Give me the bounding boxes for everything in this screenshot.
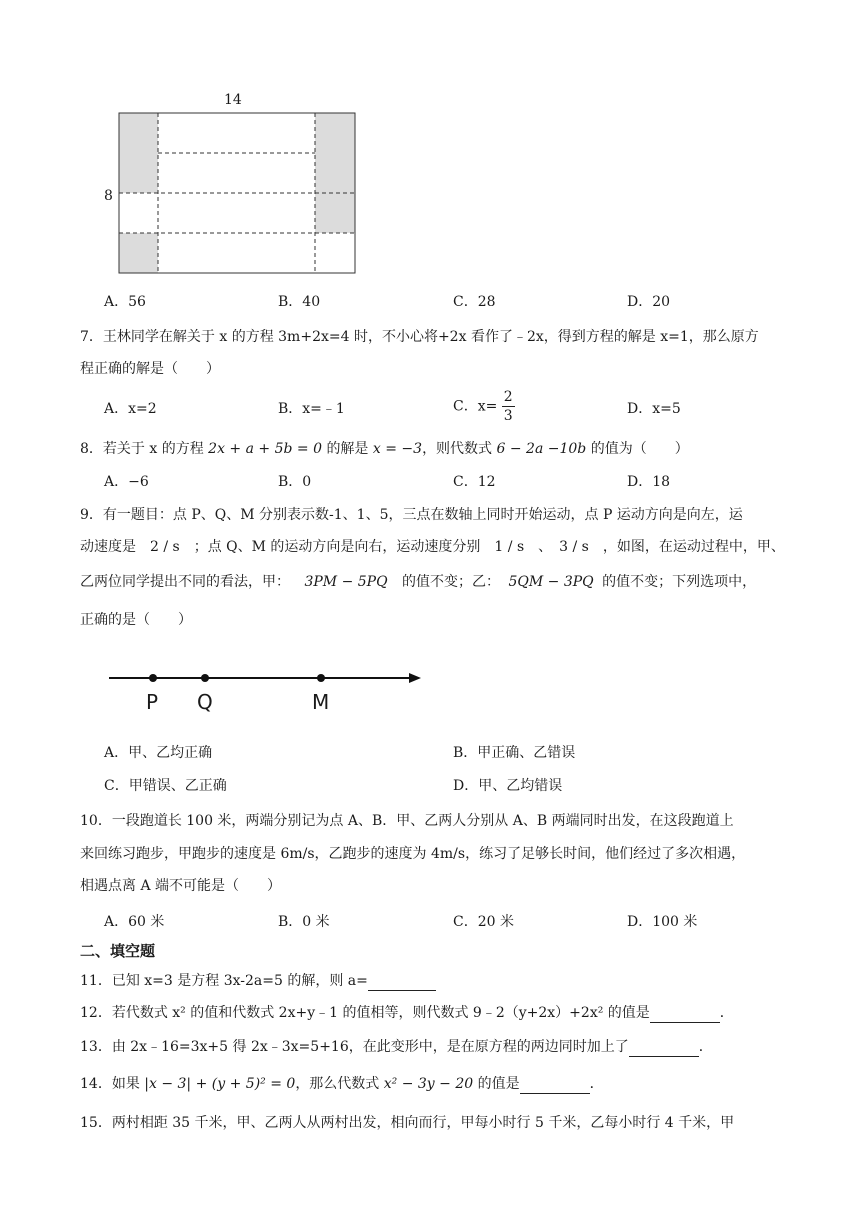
q9-line-3a: 乙两位同学提出不同的看法，甲： — [80, 574, 290, 590]
q9-line-3 — [80, 572, 756, 592]
q12 — [80, 1003, 734, 1023]
q9-option-d: D．甲、乙均错误 — [453, 778, 563, 794]
q14-answer-blank — [520, 1077, 590, 1094]
q8-suffix: 的值为（ ） — [590, 441, 689, 457]
q10-option-c: C．20 米 — [453, 914, 514, 930]
number-line-label-q: Q — [197, 690, 213, 714]
q9-line-1: 9．有一题目：点 P、Q、M 分别表示数-1、1、5，三点在数轴上同时开始运动，点 P 运动方向是向左，运 — [80, 507, 743, 523]
q8-solution: x = −3 — [372, 441, 423, 457]
q7-option-c-label: C．x= — [453, 398, 498, 415]
q10-line-3: 相遇点离 A 端不可能是（ ） — [80, 878, 282, 894]
q8-prefix: 8．若关于 x 的方程 — [80, 441, 204, 457]
q8-option-a: A．−6 — [104, 474, 149, 490]
q7-option-c — [453, 388, 515, 425]
q7-option-c-fraction — [502, 388, 515, 425]
q10-option-b: B．0 米 — [278, 914, 330, 930]
q7-option-b: B．x=﹣1 — [278, 401, 345, 417]
q14 — [80, 1074, 604, 1094]
q9-expression-2: 5QM − 3PQ — [508, 574, 594, 590]
q7-option-a: A．x=2 — [104, 401, 157, 417]
q13-text: 13．由 2x﹣16=3x+5 得 2x﹣3x=5+16，在此变形中，是在原方程的两边同时加上了 — [80, 1039, 629, 1055]
q7-fraction-denominator: 3 — [503, 408, 513, 424]
q8-option-b: B．0 — [278, 474, 312, 490]
q7-line-2: 程正确的解是（ ） — [80, 361, 220, 377]
number-line-label-p: P — [146, 690, 159, 714]
section-heading-fill-in: 二、填空题 — [80, 942, 156, 960]
q14-equation: |x − 3| + (y + 5)² = 0 — [144, 1076, 296, 1092]
number-line-figure — [105, 668, 425, 688]
q14-prefix: 14．如果 — [80, 1076, 140, 1092]
q9-expression-1: 3PM − 5PQ — [304, 574, 388, 590]
q9-line-4: 正确的是（ ） — [80, 612, 192, 628]
q9-line-2: 动速度是 2 / s ；点 Q、M 的运动方向是向右，运动速度分别 1 / s 、 3 / s ，如图，在运动过程中，甲、 — [80, 539, 785, 555]
q11 — [80, 971, 436, 991]
q11-text: 11．已知 x=3 是方程 3x-2a=5 的解，则 a= — [80, 973, 368, 989]
q10-line-1: 10．一段跑道长 100 米，两端分别记为点 A、B．甲、乙两人分别从 A、B 两端同时出发，在这段跑道上 — [80, 813, 734, 829]
q14-expression: x² − 3y − 20 — [383, 1076, 474, 1092]
q9-line-3c: 的值不变；下列选项中， — [602, 574, 757, 590]
figure-rectangle-label-width: 14 — [224, 92, 242, 108]
figure-rectangle — [118, 112, 356, 274]
q7-fraction-numerator: 2 — [503, 389, 513, 405]
q9-option-a: A．甲、乙均正确 — [104, 745, 213, 761]
q6-option-d: D．20 — [627, 294, 671, 310]
q8-mid2: ，则代数式 — [422, 441, 493, 457]
q10-option-d: D．100 米 — [627, 914, 698, 930]
q13-end: ． — [698, 1039, 713, 1055]
q11-answer-blank — [368, 974, 436, 991]
q8-expression: 6 − 2a −10b — [496, 441, 587, 457]
number-line-label-m: M — [312, 690, 330, 714]
q12-end: ． — [719, 1005, 734, 1021]
q10-line-2: 来回练习跑步，甲跑步的速度是 6m/s，乙跑步的速度为 4m/s，练习了足够长时间，他们经过了多次相遇， — [80, 846, 746, 862]
q7-option-d: D．x=5 — [627, 401, 681, 417]
q8-stem — [80, 439, 689, 459]
q13 — [80, 1037, 713, 1057]
q15-line-1: 15．两村相距 35 千米，甲、乙两人从两村出发，相向而行，甲每小时行 5 千米，乙每小时行 4 千米，甲 — [80, 1115, 735, 1131]
q6-option-a: A．56 — [104, 294, 146, 310]
q14-mid: ，那么代数式 — [295, 1076, 380, 1092]
q7-line-1: 7．王林同学在解关于 x 的方程 3m+2x=4 时，不小心将+2x 看作了﹣2x，得到方程的解是 x=1，那么原方 — [80, 329, 759, 345]
q14-end: ． — [589, 1076, 604, 1092]
q6-option-b: B．40 — [278, 294, 321, 310]
figure-rectangle-label-height: 8 — [104, 188, 113, 204]
q9-option-c: C．甲错误、乙正确 — [104, 778, 227, 794]
q12-text: 12．若代数式 x² 的值和代数式 2x+y﹣1 的值相等，则代数式 9﹣2（y+2x）+2x² 的值是 — [80, 1005, 650, 1021]
q9-option-b: B．甲正确、乙错误 — [453, 745, 576, 761]
q8-equation: 2x + a + 5b = 0 — [208, 441, 322, 457]
q8-option-d: D．18 — [627, 474, 671, 490]
q13-answer-blank — [629, 1040, 699, 1057]
q9-line-3b: 的值不变；乙： — [402, 574, 501, 590]
q14-suffix: 的值是 — [477, 1076, 520, 1092]
q6-option-c: C．28 — [453, 294, 496, 310]
q8-mid: 的解是 — [326, 441, 369, 457]
q10-option-a: A．60 米 — [104, 914, 165, 930]
q12-answer-blank — [650, 1006, 720, 1023]
q8-option-c: C．12 — [453, 474, 496, 490]
